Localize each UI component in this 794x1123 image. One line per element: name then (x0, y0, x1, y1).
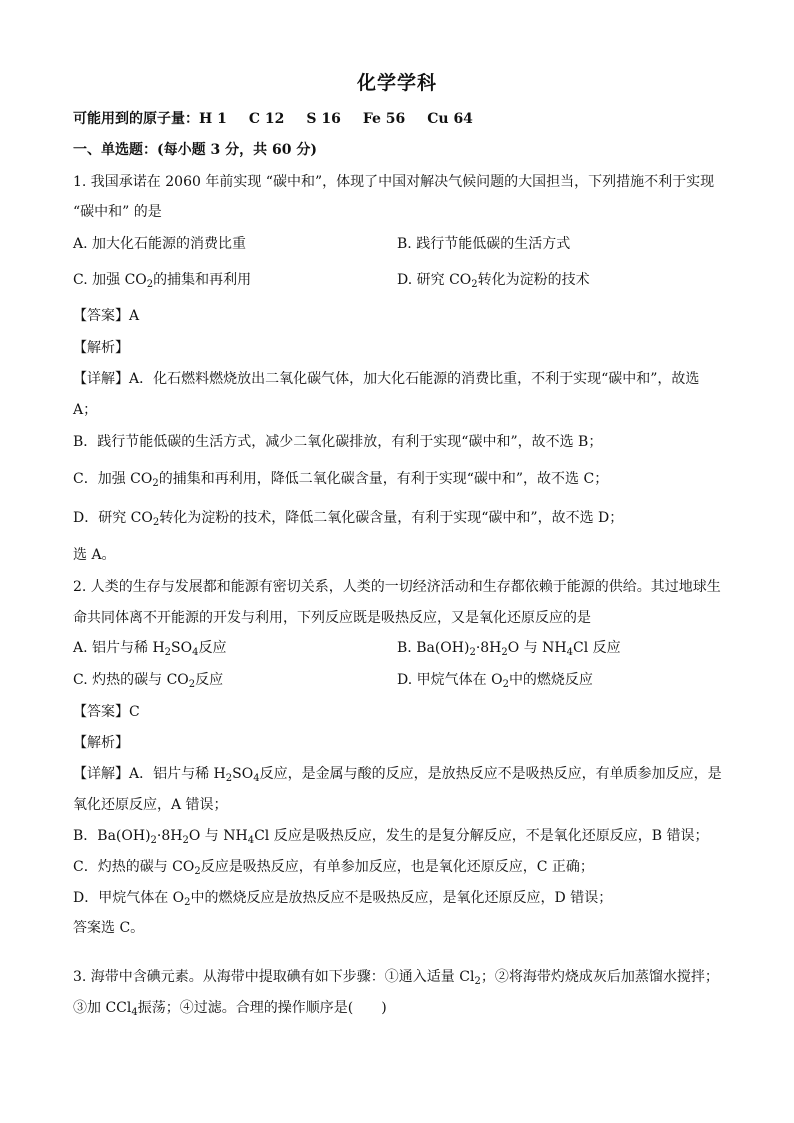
q2-answer: 【答案】C (73, 704, 140, 720)
page-title: 化学学科 (356, 72, 437, 94)
atomic-mass-h: H 1 (199, 111, 227, 127)
q2-detail-line3: C．灼热的碳与 $CO_2$反应是吸热反应，有单参加反应，也是氧化还原反应，C 正确； (73, 859, 594, 877)
q2-detail-line1b: 氧化还原反应，A 错误； (73, 797, 228, 813)
atomic-mass-fe: Fe 56 (362, 111, 406, 127)
q3-stem-line1: 3. 海带中含碘元素。从海带中提取碘有如下步骤：①通入适量 $Cl_2$；②将海带灼烧成灰后加蒸馏水搅拌； (73, 969, 719, 987)
q2-conclusion: 答案选 C。 (73, 920, 145, 936)
q1-detail-line4: D．研究 $CO_2$转化为淀粉的技术，降低二氧化碳含量，有利于实现“碳中和”，故不选 D； (73, 510, 624, 528)
q1-stem-line1: 1. 我国承诺在 2060 年前实现 “碳中和”，体现了中国对解决气候问题的大国担当，下列措施不利于实现 (73, 174, 715, 190)
atomic-mass-c: C 12 (248, 111, 285, 127)
q1-option-a: A. 加大化石能源的消费比重 (73, 236, 247, 252)
q1-answer: 【答案】A (73, 308, 140, 324)
q1-conclusion: 选 A。 (73, 547, 116, 563)
q2-detail-line2: B．$Ba(OH)_2\cdot 8H_2O$ 与 $NH_4Cl$ 反应是吸热反应，发生的是复分解反应，不是氧化还原反应，B 错误； (73, 828, 709, 846)
section-heading: 一、单选题：(每小题 3 分，共 60 分) (73, 142, 317, 158)
q1-detail-line1b: A； (73, 402, 98, 418)
q1-option-b: B. 践行节能低碳的生活方式 (397, 236, 571, 252)
q1-stem-line2: “碳中和” 的是 (73, 204, 162, 220)
q1-detail-line2: B．践行节能低碳的生活方式，减少二氧化碳排放，有利于实现“碳中和”，故不选 B； (73, 434, 603, 450)
q1-option-d: D. 研究 $CO_2$转化为淀粉的技术 (397, 272, 590, 290)
atomic-mass-cu: Cu 64 (427, 111, 473, 127)
q1-detail-line1: 【详解】A．化石燃料燃烧放出二氧化碳气体，加大化石能源的消费比重，不利于实现“碳中和”，故选 (73, 371, 700, 387)
q1-analysis-label: 【解析】 (73, 340, 129, 356)
atomic-mass-line (73, 109, 495, 129)
q3-stem-line2: ③加 CCl$_4$振荡；④过滤。合理的操作顺序是( ) (73, 1000, 387, 1018)
atomic-mass-label: 可能用到的原子量： (73, 111, 199, 127)
q2-option-d: D. 甲烷气体在 $O_2$中的燃烧反应 (397, 672, 593, 690)
q2-stem-line2: 命共同体离不开能源的开发与利用，下列反应既是吸热反应，又是氧化还原反应的是 (73, 610, 591, 626)
atomic-mass-s: S 16 (306, 111, 341, 127)
q2-detail-line4: D．甲烷气体在 $O_2$中的燃烧反应是放热反应不是吸热反应，是氧化还原反应，D 错误； (73, 890, 613, 908)
q2-stem-line1: 2. 人类的生存与发展都和能源有密切关系，人类的一切经济活动和生存都依赖于能源的供给。其过地球生 (73, 579, 721, 595)
q1-option-c: C. 加强 $CO_2$的捕集和再利用 (73, 272, 252, 290)
q1-detail-line3: C．加强 $CO_2$的捕集和再利用，降低二氧化碳含量，有利于实现“碳中和”，故不选 C； (73, 471, 609, 489)
q2-detail-line1: 【详解】A．铝片与稀 $H_2SO_4$反应，是金属与酸的反应，是放热反应不是吸热反应，有单质参加反应，是 (73, 766, 722, 784)
q2-option-c: C. 灼热的碳与 $CO_2$反应 (73, 672, 224, 690)
q2-option-b: B. $Ba(OH)_2\cdot 8H_2O$ 与 $NH_4Cl$ 反应 (397, 640, 621, 658)
q2-analysis-label: 【解析】 (73, 735, 129, 751)
q2-option-a: A. 铝片与稀 $H_2SO_4$反应 (73, 640, 227, 658)
